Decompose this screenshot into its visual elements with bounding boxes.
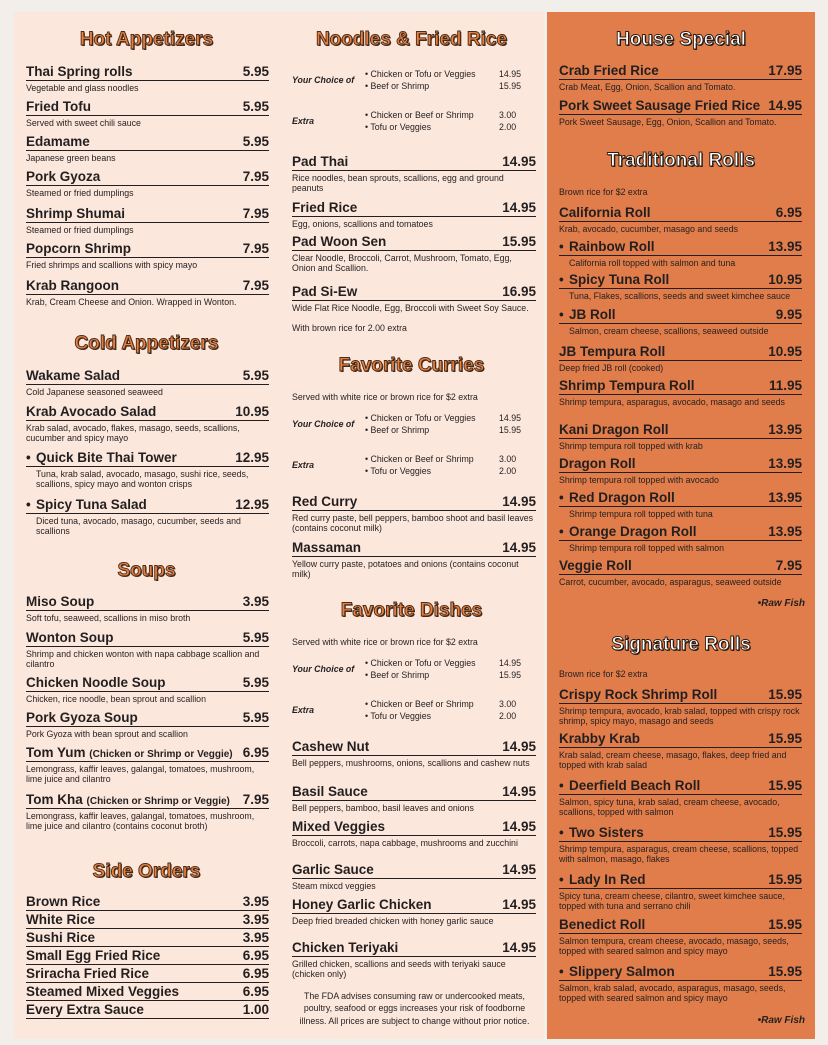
menu-item: Every Extra Sauce 1.00 <box>26 1002 269 1017</box>
menu-item: Wakame Salad 5.95 Cold Japanese seasoned seaweed <box>26 368 269 397</box>
menu-item: • Quick Bite Thai Tower 12.95 Tuna, krab salad, avocado, masago, sushi rice, seeds, scallions, spicy mayo and wonton crisps <box>26 450 269 490</box>
menu-item: Basil Sauce 14.95 Bell peppers, bamboo, basil leaves and onions <box>292 784 536 813</box>
dishes-title: Favorite Dishes <box>340 600 483 621</box>
house-special-title: House Special <box>616 29 746 50</box>
menu-item: Small Egg Fried Rice 6.95 <box>26 948 269 963</box>
menu-item: Mixed Veggies 14.95 Broccoli, carrots, napa cabbage, mushrooms and zucchini <box>292 819 536 848</box>
menu-item: • Red Dragon Roll 13.95 Shrimp tempura roll topped with tuna <box>559 490 802 519</box>
menu-item: Tom Yum (Chicken or Shrimp or Veggie) 6.95 Lemongrass, kaffir leaves, galangal, tomatoes, mushroom, lime juice and cilantro <box>26 745 269 785</box>
menu-item: Garlic Sauce 14.95 Steam mixcd veggies <box>292 862 536 891</box>
soups-title: Soups <box>117 560 176 581</box>
menu-item: Pork Gyoza 7.95 Steamed or fried dumplings <box>26 169 269 198</box>
menu-item: Shrimp Tempura Roll 11.95 Shrimp tempura, asparagus, avocado, masago and seeds <box>559 378 802 407</box>
menu-item: Shrimp Shumai 7.95 Steamed or fried dumplings <box>26 206 269 235</box>
menu-item: • Lady In Red 15.95 Spicy tuna, cream cheese, cilantro, sweet kimchee sauce, topped with tuna and serrano chili <box>559 872 802 912</box>
menu-item: Popcorn Shrimp 7.95 Fried shrimps and scallions with spicy mayo <box>26 241 269 270</box>
menu-item: Tom Kha (Chicken or Shrimp or Veggie) 7.95 Lemongrass, kaffir leaves, galangal, tomatoes, mushroom, lime juice and cilantro (contains coconut broth) <box>26 792 269 832</box>
menu-item: Krab Rangoon 7.95 Krab, Cream Cheese and Onion. Wrapped in Wonton. <box>26 278 269 307</box>
menu-item: • Rainbow Roll 13.95 California roll topped with salmon and tuna <box>559 239 802 268</box>
menu-item: Thai Spring rolls 5.95 Vegetable and glass noodles <box>26 64 269 93</box>
column-middle <box>279 12 544 1039</box>
menu-item: Chicken Noodle Soup 5.95 Chicken, rice noodle, bean sprout and scallion <box>26 675 269 704</box>
choice-block: Your Choice of • Chicken or Tofu or Veggies 14.95 • Beef or Shrimp 15.95 Extra • Chicken or Beef or Shrimp 3.00 • Tofu or Veggies 2.00 <box>292 69 522 132</box>
column-left <box>14 12 279 1039</box>
menu-item: Red Curry 14.95 Red curry paste, bell peppers, bamboo shoot and basil leaves (contains coconut milk) <box>292 494 536 534</box>
menu-item: • Orange Dragon Roll 13.95 Shrimp tempura roll topped with salmon <box>559 524 802 553</box>
noodles-title: Noodles & Fried Rice <box>315 29 508 50</box>
menu-item: Pad Thai 14.95 Rice noodles, bean sprouts, scallions, egg and ground peanuts <box>292 154 536 194</box>
menu-item: • Two Sisters 15.95 Shrimp tempura, asparagus, cream cheese, scallions, topped with salmon, masago, flakes <box>559 825 802 865</box>
menu-item: Fried Rice 14.95 Egg, onions, scallions and tomatoes <box>292 200 536 229</box>
curries-note: Served with white rice or brown rice for $2 extra <box>292 392 478 402</box>
menu-item: Wonton Soup 5.95 Shrimp and chicken wonton with napa cabbage scallion and cilantro <box>26 630 269 670</box>
menu-item: Cashew Nut 14.95 Bell peppers, mushrooms, onions, scallions and cashew nuts <box>292 739 536 768</box>
raw-fish-legend: •Raw Fish <box>757 598 805 609</box>
menu-item: Steamed Mixed Veggies 6.95 <box>26 984 269 999</box>
menu-item: Pork Gyoza Soup 5.95 Pork Gyoza with bean sprout and scallion <box>26 710 269 739</box>
menu-item: • Spicy Tuna Roll 10.95 Tuna, Flakes, scallions, seeds and sweet kimchee sauce <box>559 272 802 301</box>
menu-item: Fried Tofu 5.95 Served with sweet chili sauce <box>26 99 269 128</box>
menu-item: Benedict Roll 15.95 Salmon tempura, cream cheese, avocado, masago, seeds, topped with seared salmon and spicy mayo <box>559 917 802 957</box>
menu-item: Brown Rice 3.95 <box>26 894 269 909</box>
menu-item: Honey Garlic Chicken 14.95 Deep fried breaded chicken with honey garlic sauce <box>292 897 536 926</box>
menu-item: Chicken Teriyaki 14.95 Grilled chicken, scallions and seeds with teriyaki sauce (chicken only) <box>292 940 536 980</box>
menu-item: Crispy Rock Shrimp Roll 15.95 Shrimp tempura, avocado, krab salad, topped with crispy rock shrimp, spicy mayo, masago and seeds <box>559 687 802 727</box>
menu-item: Edamame 5.95 Japanese green beans <box>26 134 269 163</box>
menu-item: • Deerfield Beach Roll 15.95 Salmon, spicy tuna, krab salad, cream cheese, avocado, scallions, topped with salmon <box>559 778 802 818</box>
menu-item: JB Tempura Roll 10.95 Deep fried JB roll (cooked) <box>559 344 802 373</box>
menu-item: • Slippery Salmon 15.95 Salmon, krab salad, avocado, asparagus, masago, seeds, topped with seared salmon and spicy mayo <box>559 964 802 1004</box>
menu-item: • JB Roll 9.95 Salmon, cream cheese, scallions, seaweed outside <box>559 307 802 336</box>
menu-item: Pad Woon Sen 15.95 Clear Noodle, Broccoli, Carrot, Mushroom, Tomato, Egg, Onion and Scallion. <box>292 234 536 274</box>
menu-item: Crab Fried Rice 17.95 Crab Meat, Egg, Onion, Scallion and Tomato. <box>559 63 802 92</box>
menu-item: Massaman 14.95 Yellow curry paste, potatoes and onions (contains coconut milk) <box>292 540 536 580</box>
menu-item: Sushi Rice 3.95 <box>26 930 269 945</box>
menu-item: Pork Sweet Sausage Fried Rice 14.95 Pork Sweet Sausage, Egg, Onion, Scallion and Tomato. <box>559 98 802 127</box>
fda-disclaimer: The FDA advises consuming raw or undercooked meats, poultry, seafood or eggs increases your risk of foodborne illness. All prices are subject to change without prior notice. <box>299 991 530 1026</box>
curries-title: Favorite Curries <box>338 355 485 376</box>
menu-item: Krab Avocado Salad 10.95 Krab salad, avocado, flakes, masago, seeds, scallions, cucumber and spicy mayo <box>26 404 269 444</box>
menu-item: Veggie Roll 7.95 Carrot, cucumber, avocado, asparagus, seaweed outside <box>559 558 802 587</box>
dishes-note: Served with white rice or brown rice for $2 extra <box>292 637 478 647</box>
choice-block: Your Choice of • Chicken or Tofu or Veggies 14.95 • Beef or Shrimp 15.95 Extra • Chicken or Beef or Shrimp 3.00 • Tofu or Veggies 2.00 <box>292 413 522 476</box>
signature-note: Brown rice for $2 extra <box>559 669 648 679</box>
hot-appetizers-title: Hot Appetizers <box>79 29 214 50</box>
menu-item: Sriracha Fried Rice 6.95 <box>26 966 269 981</box>
menu-item: Miso Soup 3.95 Soft tofu, seaweed, scallions in miso broth <box>26 594 269 623</box>
noodles-note: With brown rice for 2.00 extra <box>292 323 407 333</box>
choice-block: Your Choice of • Chicken or Tofu or Veggies 14.95 • Beef or Shrimp 15.95 Extra • Chicken or Beef or Shrimp 3.00 • Tofu or Veggies 2.00 <box>292 658 522 721</box>
column-right <box>547 12 815 1039</box>
menu-item: Krabby Krab 15.95 Krab salad, cream cheese, masago, flakes, deep fried and topped with krab salad <box>559 731 802 771</box>
traditional-note: Brown rice for $2 extra <box>559 187 648 197</box>
menu-item: Dragon Roll 13.95 Shrimp tempura roll topped with avocado <box>559 456 802 485</box>
menu-item: White Rice 3.95 <box>26 912 269 927</box>
traditional-rolls-title: Traditional Rolls <box>607 150 755 171</box>
menu-item: California Roll 6.95 Krab, avocado, cucumber, masago and seeds <box>559 205 802 234</box>
side-orders-title: Side Orders <box>92 861 201 882</box>
menu-item: Pad Si-Ew 16.95 Wide Flat Rice Noodle, Egg, Broccoli with Sweet Soy Sauce. <box>292 284 536 313</box>
cold-appetizers-title: Cold Appetizers <box>74 333 219 354</box>
raw-fish-legend: •Raw Fish <box>757 1015 805 1026</box>
menu-item: • Spicy Tuna Salad 12.95 Diced tuna, avocado, masago, cucumber, seeds and scallions <box>26 497 269 537</box>
signature-rolls-title: Signature Rolls <box>611 634 751 655</box>
menu-item: Kani Dragon Roll 13.95 Shrimp tempura roll topped with krab <box>559 422 802 451</box>
